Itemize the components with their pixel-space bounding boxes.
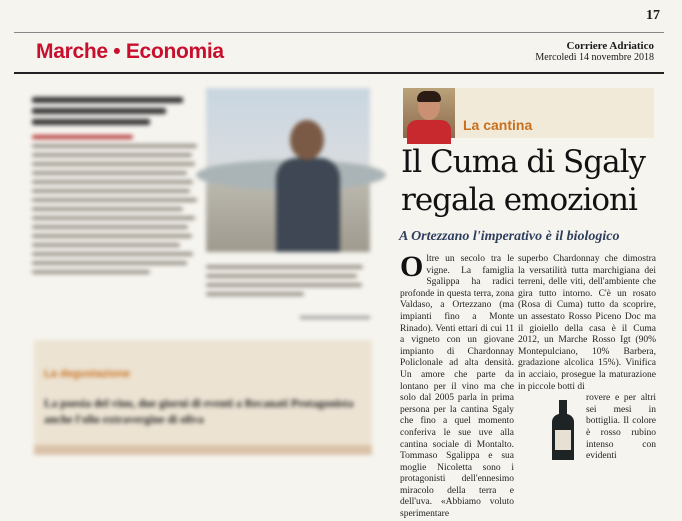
body-text-col2: superbo Chardonnay che dimostra la versatilità tutta marchigiana dei terreni, delle viti, dell'ambiente che gira tutto intorno. C'è un rosato (Rosa di Cuma) tutto da scoprire, un assestato Rosso Piceno Doc ma il gioiello della casa è il Cuma 2012, un Marche Rosso Igt (90% Montepulciano, 10% Barbera, gradazione alcolica 15%). Vinifica in acciaio, prosegue la maturazione in piccole botti di — [518, 254, 656, 392]
photo-caption — [206, 260, 370, 301]
header-rule — [14, 72, 664, 74]
article-headline: Il Cuma di Sgaly regala emozioni — [401, 144, 646, 218]
degustazione-label: La degustazione — [44, 368, 131, 380]
article-photo — [206, 88, 370, 252]
body-column-2 — [518, 254, 656, 463]
author-photo — [403, 88, 455, 138]
wine-bottle-image — [548, 400, 578, 460]
article-subheadline: A Ortezzano l'imperativo è il biologico — [399, 229, 620, 244]
top-divider — [14, 32, 664, 33]
photo-credit — [300, 316, 370, 319]
person-head — [290, 120, 324, 160]
degustazione-box — [34, 340, 372, 455]
body-text-col2-wrap: rovere e per altri sei mesi in bottiglia. Il colore è rosso rubino intenso con evidenti — [586, 393, 656, 462]
body-column-1 — [400, 250, 514, 521]
degustazione-headline: La poesia del vino, due giorni di eventi a Recanati Protagonista anche l'olio extravergine di oliva — [44, 398, 354, 426]
body-text-col1: ltre un secolo tra le vigne. La famiglia Sgalippa ha radici profonde in questa terra, zona Valdaso, a Ortezzano (ma impianti fino a Monte Rinado). Venti ettari di cui 11 a vigneto con un giovane impianto di Chardonnay Policlonale ad alta densità. Un amore che parte da lontano per il vino ma che solo dal 2005 parla in prima persona per la cantina Sgaly che fino a quel momento conferiva le sue uve alla cantina sociale di Montalto. Tommaso Sgalippa e sua moglie Nicoletta sono i protagonisti dell'ennesimo miracolo della terra e dell'uva. «Abbiamo voluto sperimentare — [400, 254, 514, 520]
newspaper-name: Corriere Adriatico — [566, 40, 654, 52]
left-column-text — [32, 92, 200, 279]
person-body — [276, 158, 340, 252]
drop-cap: O — [400, 250, 424, 283]
issue-date: Mercoledì 14 novembre 2018 — [535, 52, 654, 63]
blurred-left-article — [0, 78, 382, 455]
section-title: Marche • Economia — [36, 40, 224, 63]
page-number: 17 — [646, 8, 660, 23]
rubric-label: La cantina — [463, 117, 533, 133]
masthead — [535, 40, 654, 63]
